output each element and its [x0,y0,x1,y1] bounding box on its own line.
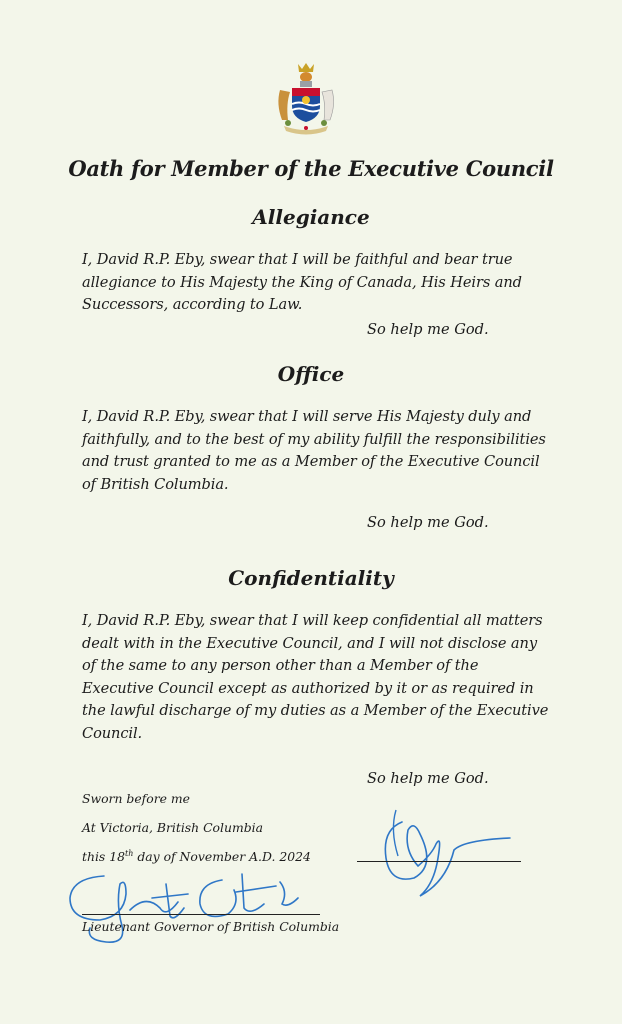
sworn-before-me: Sworn before me [82,791,190,806]
sworn-date-suffix: day of November A.D. 2024 [133,849,311,865]
sworn-location: At Victoria, British Columbia [82,820,263,835]
oath-text-allegiance: I, David R.P. Eby, swear that I will be faithful and bear true allegiance to His Majesty the King of Canada, His Heirs and Successors, according to Law. [82,251,522,314]
sworn-date-ordinal: th [125,849,134,858]
sworn-date [82,849,311,864]
oath-text-office: I, David R.P. Eby, swear that I will serve His Majesty duly and faithfully, and to the best of my ability fulfill the responsibilities and trust granted to me as a Member of the Executive Council of British Columbia. [82,408,546,493]
closing-allegiance: So help me God. [367,321,489,338]
closing-office: So help me God. [367,514,489,531]
sworn-date-prefix: this 18 [82,849,125,865]
section-heading-allegiance: Allegiance [252,205,370,229]
section-heading-office: Office [277,362,345,386]
governor-signature-line [82,914,320,915]
oath-text-confidentiality: I, David R.P. Eby, swear that I will keep confidential all matters dealt with in the Executive Council, and I will not disclose any of the same to any person other than a Member of the Executive Council except as authorized by it or as required in the lawful discharge of my duties as a Member of the Executive Council. [82,612,549,742]
document-title: Oath for Member of the Executive Council [68,156,554,181]
bc-coat-of-arms-icon [272,60,340,138]
section-heading-confidentiality: Confidentiality [228,566,394,590]
member-signature-line [357,861,521,862]
closing-confidentiality: So help me God. [367,770,489,787]
member-signature [362,800,512,905]
signer-title: Lieutenant Governor of British Columbia [82,919,340,934]
